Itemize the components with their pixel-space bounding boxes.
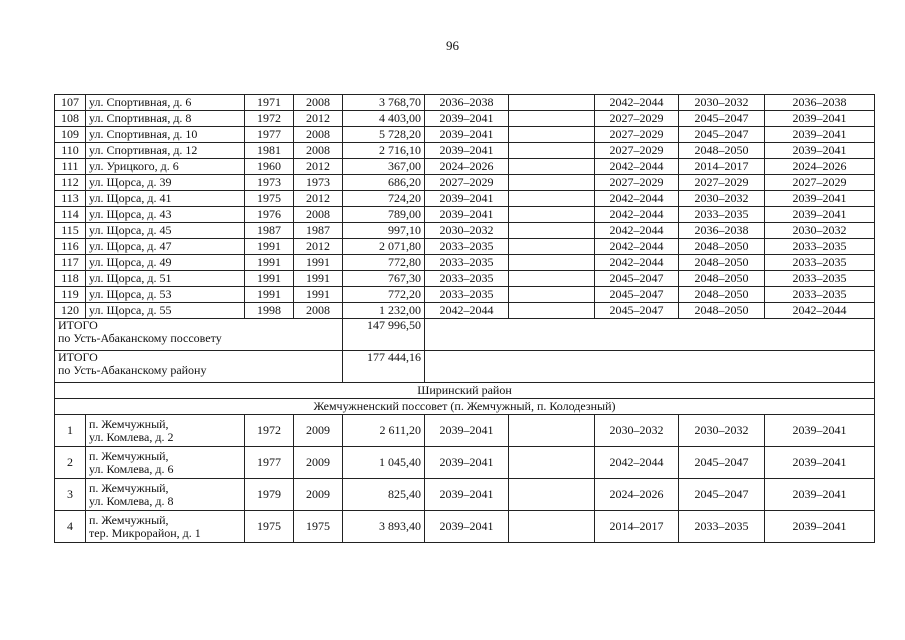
period-cell: 2039–2041	[765, 511, 875, 543]
period-cell: 2030–2032	[679, 415, 765, 447]
period-cell: 2045–2047	[679, 447, 765, 479]
period-cell: 2048–2050	[679, 303, 765, 319]
table-row	[55, 271, 875, 287]
period-cell: 2039–2041	[425, 207, 509, 223]
table-row	[55, 207, 875, 223]
period-cell	[509, 175, 595, 191]
period-cell: 2042–2044	[595, 447, 679, 479]
period-cell: 2033–2035	[765, 287, 875, 303]
period-cell: 2030–2032	[595, 415, 679, 447]
address-line-1: п. Жемчужный,	[89, 448, 169, 463]
housing-repair-table	[54, 94, 875, 543]
renovation-year-cell: 2009	[294, 447, 343, 479]
row-number-cell: 117	[55, 255, 86, 271]
address-cell: ул. Щорса, д. 51	[86, 271, 245, 287]
row-number-cell: 111	[55, 159, 86, 175]
construction-year-cell: 1991	[245, 239, 294, 255]
period-cell: 2042–2044	[595, 207, 679, 223]
address-cell: ул. Щорса, д. 49	[86, 255, 245, 271]
period-cell: 2039–2041	[425, 111, 509, 127]
period-cell: 2027–2029	[595, 111, 679, 127]
address-cell: ул. Щорса, д. 39	[86, 175, 245, 191]
period-cell: 2042–2044	[595, 223, 679, 239]
period-cell: 2030–2032	[765, 223, 875, 239]
period-cell: 2042–2044	[595, 95, 679, 111]
renovation-year-cell: 2008	[294, 127, 343, 143]
area-cell: 772,80	[343, 255, 425, 271]
row-number-cell: 3	[55, 479, 86, 511]
construction-year-cell: 1998	[245, 303, 294, 319]
period-cell: 2024–2026	[425, 159, 509, 175]
period-cell: 2030–2032	[679, 95, 765, 111]
table-row	[55, 175, 875, 191]
area-cell: 2 716,10	[343, 143, 425, 159]
renovation-year-cell: 1991	[294, 287, 343, 303]
address-cell: ул. Щорса, д. 53	[86, 287, 245, 303]
address-line-2: ул. Комлева, д. 2	[89, 429, 174, 444]
table-row	[55, 479, 875, 511]
period-cell: 2039–2041	[425, 127, 509, 143]
period-cell	[509, 159, 595, 175]
period-cell: 2033–2035	[425, 271, 509, 287]
renovation-year-cell: 1987	[294, 223, 343, 239]
period-cell	[509, 447, 595, 479]
address-line-2: ул. Комлева, д. 6	[89, 461, 174, 476]
period-cell: 2042–2044	[595, 239, 679, 255]
period-cell: 2042–2044	[595, 191, 679, 207]
construction-year-cell: 1972	[245, 415, 294, 447]
period-cell: 2048–2050	[679, 255, 765, 271]
period-cell: 2039–2041	[765, 207, 875, 223]
period-cell: 2027–2029	[595, 127, 679, 143]
period-cell: 2048–2050	[679, 239, 765, 255]
table-row	[55, 159, 875, 175]
area-cell: 825,40	[343, 479, 425, 511]
period-cell	[509, 511, 595, 543]
period-cell	[509, 479, 595, 511]
area-cell: 2 611,20	[343, 415, 425, 447]
construction-year-cell: 1975	[245, 191, 294, 207]
period-cell: 2027–2029	[425, 175, 509, 191]
total-label-cell	[55, 351, 343, 383]
total-empty-cell	[425, 319, 875, 351]
table-row	[55, 111, 875, 127]
period-cell	[509, 127, 595, 143]
address-cell: ул. Спортивная, д. 8	[86, 111, 245, 127]
address-cell: ул. Спортивная, д. 12	[86, 143, 245, 159]
area-cell: 767,30	[343, 271, 425, 287]
row-number-cell: 107	[55, 95, 86, 111]
period-cell: 2039–2041	[765, 447, 875, 479]
renovation-year-cell: 2008	[294, 303, 343, 319]
construction-year-cell: 1991	[245, 255, 294, 271]
period-cell: 2045–2047	[679, 111, 765, 127]
period-cell: 2048–2050	[679, 287, 765, 303]
period-cell	[509, 143, 595, 159]
construction-year-cell: 1976	[245, 207, 294, 223]
period-cell	[509, 95, 595, 111]
period-cell: 2042–2044	[425, 303, 509, 319]
total-label-scope: по Усть-Абаканскому поссовету	[58, 331, 222, 345]
row-number-cell: 109	[55, 127, 86, 143]
period-cell: 2039–2041	[765, 111, 875, 127]
renovation-year-cell: 2012	[294, 239, 343, 255]
address-line-2: ул. Комлева, д. 8	[89, 493, 174, 508]
table-row	[55, 511, 875, 543]
total-empty-cell	[425, 351, 875, 383]
period-cell: 2042–2044	[595, 255, 679, 271]
address-cell	[86, 479, 245, 511]
row-number-cell: 115	[55, 223, 86, 239]
period-cell: 2039–2041	[425, 479, 509, 511]
renovation-year-cell: 1975	[294, 511, 343, 543]
row-number-cell: 113	[55, 191, 86, 207]
total-sum-cell: 147 996,50	[343, 319, 425, 351]
period-cell: 2039–2041	[425, 191, 509, 207]
period-cell: 2027–2029	[765, 175, 875, 191]
area-cell: 5 728,20	[343, 127, 425, 143]
address-cell	[86, 415, 245, 447]
period-cell: 2030–2032	[679, 191, 765, 207]
renovation-year-cell: 2009	[294, 415, 343, 447]
period-cell: 2039–2041	[425, 447, 509, 479]
renovation-year-cell: 1991	[294, 255, 343, 271]
period-cell: 2039–2041	[765, 127, 875, 143]
construction-year-cell: 1975	[245, 511, 294, 543]
period-cell: 2024–2026	[765, 159, 875, 175]
period-cell	[509, 191, 595, 207]
period-cell: 2039–2041	[765, 143, 875, 159]
area-cell: 4 403,00	[343, 111, 425, 127]
table-row	[55, 143, 875, 159]
address-cell: ул. Спортивная, д. 6	[86, 95, 245, 111]
area-cell: 3 893,40	[343, 511, 425, 543]
total-label-scope: по Усть-Абаканскому району	[58, 363, 207, 377]
period-cell	[509, 223, 595, 239]
period-cell	[509, 271, 595, 287]
table-row	[55, 239, 875, 255]
period-cell: 2045–2047	[595, 287, 679, 303]
area-cell: 789,00	[343, 207, 425, 223]
address-cell	[86, 511, 245, 543]
period-cell: 2039–2041	[765, 479, 875, 511]
construction-year-cell: 1991	[245, 271, 294, 287]
row-number-cell: 110	[55, 143, 86, 159]
renovation-year-cell: 2012	[294, 159, 343, 175]
construction-year-cell: 1979	[245, 479, 294, 511]
period-cell	[509, 111, 595, 127]
address-cell: ул. Щорса, д. 45	[86, 223, 245, 239]
row-number-cell: 108	[55, 111, 86, 127]
renovation-year-cell: 2012	[294, 191, 343, 207]
period-cell: 2045–2047	[595, 303, 679, 319]
construction-year-cell: 1972	[245, 111, 294, 127]
table-row	[55, 223, 875, 239]
period-cell	[509, 303, 595, 319]
row-number-cell: 120	[55, 303, 86, 319]
renovation-year-cell: 1973	[294, 175, 343, 191]
period-cell: 2036–2038	[425, 95, 509, 111]
period-cell: 2030–2032	[425, 223, 509, 239]
period-cell: 2033–2035	[679, 511, 765, 543]
area-cell: 3 768,70	[343, 95, 425, 111]
period-cell	[509, 415, 595, 447]
period-cell: 2033–2035	[679, 207, 765, 223]
construction-year-cell: 1991	[245, 287, 294, 303]
area-cell: 686,20	[343, 175, 425, 191]
period-cell: 2014–2017	[679, 159, 765, 175]
renovation-year-cell: 1991	[294, 271, 343, 287]
row-number-cell: 1	[55, 415, 86, 447]
period-cell: 2045–2047	[679, 479, 765, 511]
table-row	[55, 287, 875, 303]
council-header-row	[55, 399, 875, 415]
total-label: ИТОГО	[58, 318, 98, 332]
table-row	[55, 415, 875, 447]
total-label-cell	[55, 319, 343, 351]
district-header-row	[55, 383, 875, 399]
renovation-year-cell: 2008	[294, 207, 343, 223]
period-cell	[509, 239, 595, 255]
address-cell: ул. Щорса, д. 43	[86, 207, 245, 223]
period-cell: 2039–2041	[765, 415, 875, 447]
construction-year-cell: 1977	[245, 127, 294, 143]
table-row	[55, 191, 875, 207]
construction-year-cell: 1977	[245, 447, 294, 479]
period-cell: 2033–2035	[765, 239, 875, 255]
address-line-1: п. Жемчужный,	[89, 480, 169, 495]
construction-year-cell: 1987	[245, 223, 294, 239]
address-cell: ул. Урицкого, д. 6	[86, 159, 245, 175]
construction-year-cell: 1960	[245, 159, 294, 175]
area-cell: 1 045,40	[343, 447, 425, 479]
address-cell: ул. Щорса, д. 55	[86, 303, 245, 319]
row-number-cell: 119	[55, 287, 86, 303]
table-row	[55, 255, 875, 271]
total-sum-cell: 177 444,16	[343, 351, 425, 383]
period-cell: 2033–2035	[765, 255, 875, 271]
period-cell: 2014–2017	[595, 511, 679, 543]
address-cell: ул. Щорса, д. 41	[86, 191, 245, 207]
renovation-year-cell: 2009	[294, 479, 343, 511]
period-cell: 2039–2041	[765, 191, 875, 207]
page-number: 96	[446, 38, 459, 53]
row-number-cell: 118	[55, 271, 86, 287]
area-cell: 1 232,00	[343, 303, 425, 319]
period-cell: 2039–2041	[425, 511, 509, 543]
period-cell: 2039–2041	[425, 143, 509, 159]
period-cell: 2027–2029	[595, 175, 679, 191]
area-cell: 997,10	[343, 223, 425, 239]
row-number-cell: 114	[55, 207, 86, 223]
table-row	[55, 95, 875, 111]
area-cell: 724,20	[343, 191, 425, 207]
address-line-1: п. Жемчужный,	[89, 416, 169, 431]
period-cell: 2045–2047	[679, 127, 765, 143]
period-cell: 2033–2035	[425, 239, 509, 255]
row-number-cell: 4	[55, 511, 86, 543]
table-row	[55, 447, 875, 479]
period-cell: 2024–2026	[595, 479, 679, 511]
total-row	[55, 351, 875, 383]
period-cell: 2036–2038	[679, 223, 765, 239]
period-cell: 2033–2035	[425, 287, 509, 303]
table-row	[55, 127, 875, 143]
period-cell: 2033–2035	[765, 271, 875, 287]
period-cell	[509, 207, 595, 223]
period-cell: 2042–2044	[595, 159, 679, 175]
construction-year-cell: 1981	[245, 143, 294, 159]
address-line-2: тер. Микрорайон, д. 1	[89, 525, 201, 540]
period-cell: 2039–2041	[425, 415, 509, 447]
construction-year-cell: 1971	[245, 95, 294, 111]
renovation-year-cell: 2012	[294, 111, 343, 127]
period-cell: 2048–2050	[679, 271, 765, 287]
period-cell: 2042–2044	[765, 303, 875, 319]
address-cell: ул. Щорса, д. 47	[86, 239, 245, 255]
renovation-year-cell: 2008	[294, 95, 343, 111]
row-number-cell: 116	[55, 239, 86, 255]
renovation-year-cell: 2008	[294, 143, 343, 159]
total-label: ИТОГО	[58, 350, 98, 364]
council-header: Жемчужненский поссовет (п. Жемчужный, п. Колодезный)	[55, 399, 875, 415]
construction-year-cell: 1973	[245, 175, 294, 191]
address-cell: ул. Спортивная, д. 10	[86, 127, 245, 143]
total-row	[55, 319, 875, 351]
address-cell	[86, 447, 245, 479]
row-number-cell: 112	[55, 175, 86, 191]
area-cell: 367,00	[343, 159, 425, 175]
period-cell: 2036–2038	[765, 95, 875, 111]
area-cell: 772,20	[343, 287, 425, 303]
table-row	[55, 303, 875, 319]
period-cell: 2027–2029	[595, 143, 679, 159]
period-cell: 2045–2047	[595, 271, 679, 287]
period-cell: 2048–2050	[679, 143, 765, 159]
period-cell: 2033–2035	[425, 255, 509, 271]
period-cell: 2027–2029	[679, 175, 765, 191]
address-line-1: п. Жемчужный,	[89, 512, 169, 527]
row-number-cell: 2	[55, 447, 86, 479]
period-cell	[509, 287, 595, 303]
area-cell: 2 071,80	[343, 239, 425, 255]
period-cell	[509, 255, 595, 271]
district-header: Ширинский район	[55, 383, 875, 399]
